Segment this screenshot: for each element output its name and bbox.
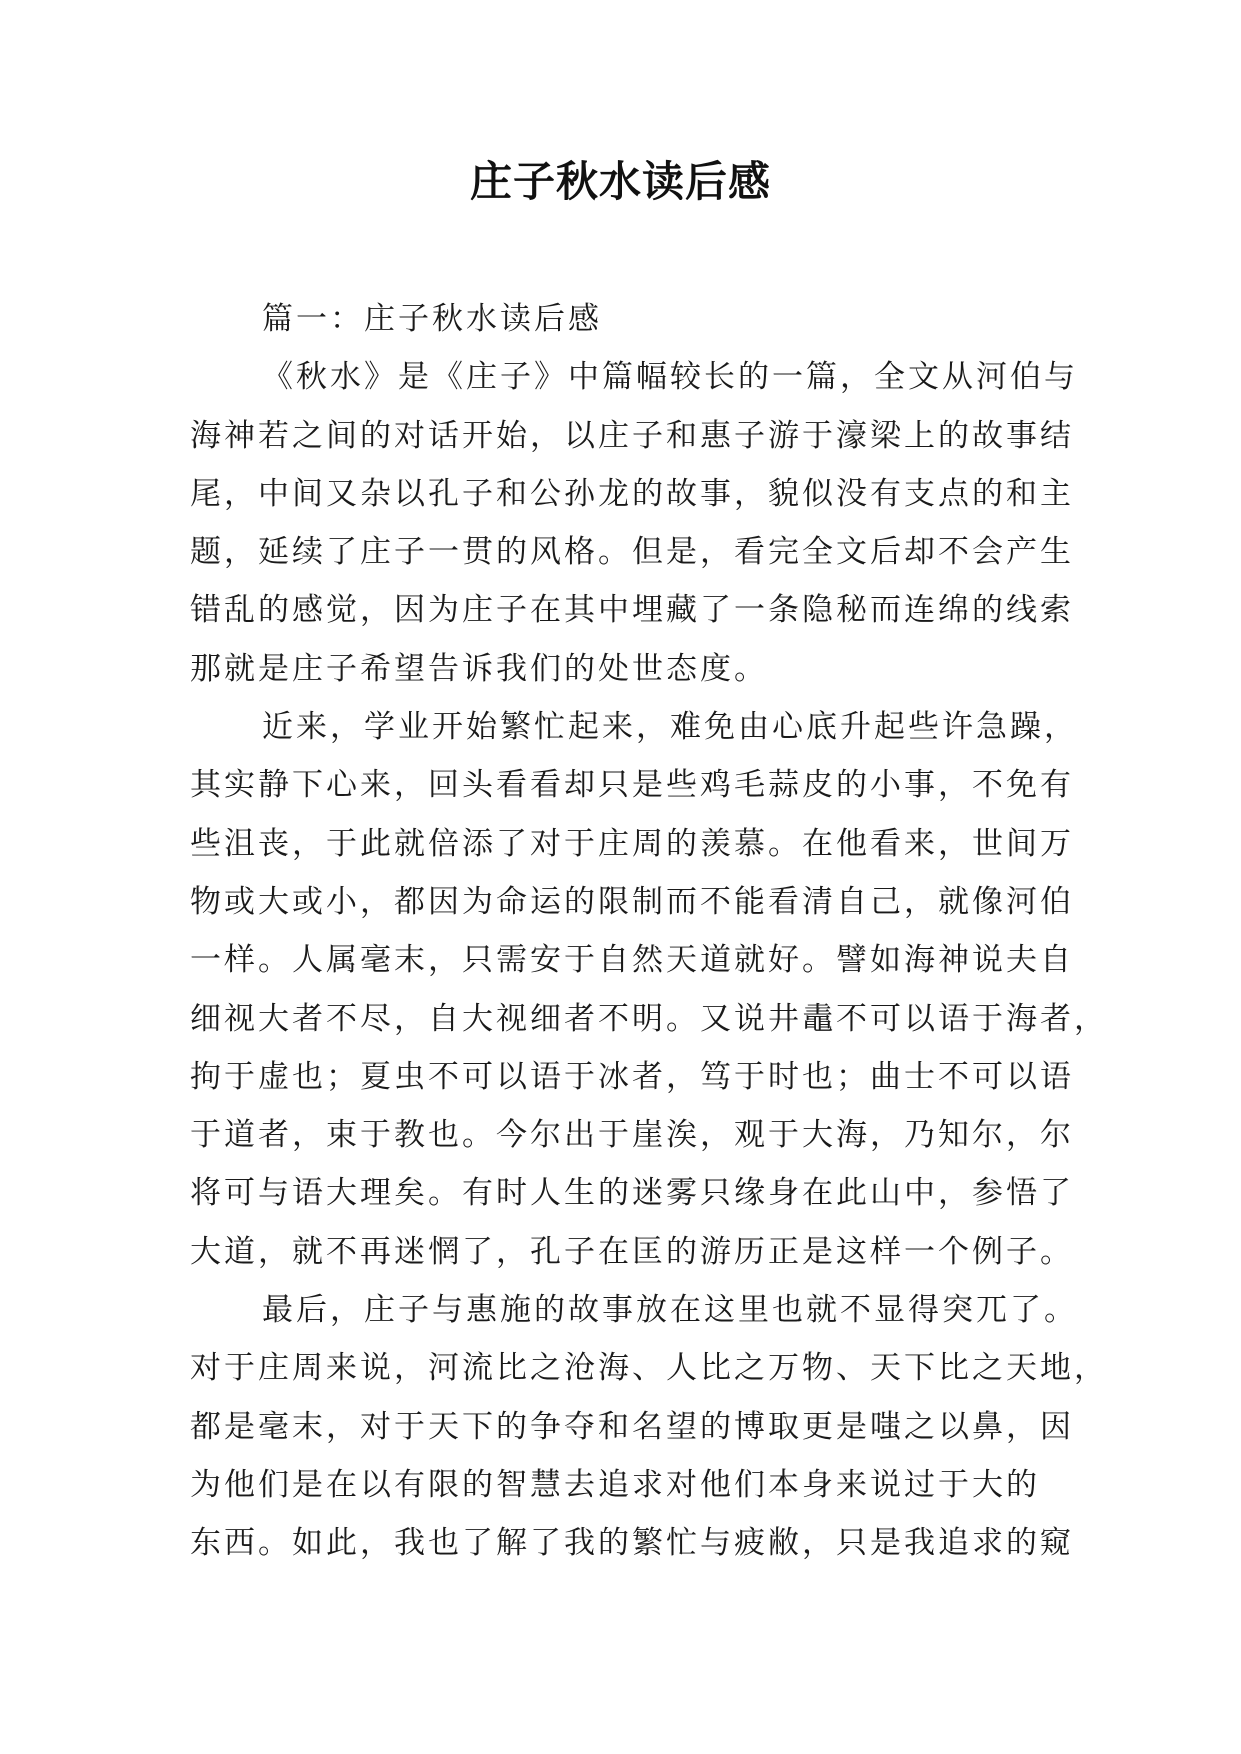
paragraph-line: 拘于虚也；夏虫不可以语于冰者，笃于时也；曲士不可以语 — [190, 1058, 1074, 1095]
paragraph-line: 海神若之间的对话开始，以庄子和惠子游于濠梁上的故事结 — [190, 417, 1074, 454]
section-heading: 篇一：庄子秋水读后感 — [262, 301, 602, 337]
paragraph-line: 于道者，束于教也。今尔出于崖涘，观于大海，乃知尔，尔 — [190, 1117, 1074, 1154]
paragraph-line: 些沮丧，于此就倍添了对于庄周的羡慕。在他看来，世间万 — [190, 825, 1074, 862]
paragraph-line: 细视大者不尽，自大视细者不明。又说井鼃不可以语于海者， — [190, 1000, 1108, 1037]
paragraph-line: 尾，中间又杂以孔子和公孙龙的故事，貌似没有支点的和主 — [190, 475, 1074, 512]
paragraph-line: 错乱的感觉，因为庄子在其中埋藏了一条隐秘而连绵的线索 — [190, 592, 1074, 629]
paragraph-line: 都是毫末，对于天下的争夺和名望的博取更是嗤之以鼻，因 — [190, 1408, 1074, 1445]
paragraph-line: 那就是庄子希望告诉我们的处世态度。 — [190, 650, 768, 687]
paragraph-line: 物或大或小，都因为命运的限制而不能看清自己，就像河伯 — [190, 883, 1074, 920]
paragraph-line: 最后，庄子与惠施的故事放在这里也就不显得突兀了。 — [262, 1292, 1078, 1329]
document-title: 庄子秋水读后感 — [469, 157, 771, 206]
paragraph-line: 其实静下心来，回头看看却只是些鸡毛蒜皮的小事，不免有 — [190, 767, 1074, 804]
paragraph-line: 为他们是在以有限的智慧去追求对他们本身来说过于大的 — [190, 1466, 1040, 1503]
paragraph-line: 对于庄周来说，河流比之沧海、人比之万物、天下比之天地， — [190, 1350, 1108, 1387]
paragraph-line: 大道，就不再迷惘了，孔子在匡的游历正是这样一个例子。 — [190, 1233, 1074, 1270]
paragraph-line: 将可与语大理矣。有时人生的迷雾只缘身在此山中，参悟了 — [190, 1175, 1074, 1212]
paragraph-line: 近来，学业开始繁忙起来，难免由心底升起些许急躁， — [262, 709, 1078, 746]
paragraph-line: 《秋水》是《庄子》中篇幅较长的一篇，全文从河伯与 — [262, 359, 1078, 396]
document-body — [190, 290, 1108, 1573]
paragraph-line: 一样。人属毫末，只需安于自然天道就好。譬如海神说夫自 — [190, 942, 1074, 979]
paragraph-line: 东西。如此，我也了解了我的繁忙与疲敝，只是我追求的窥 — [190, 1525, 1074, 1562]
paragraph-line: 题，延续了庄子一贯的风格。但是，看完全文后却不会产生 — [190, 534, 1074, 571]
